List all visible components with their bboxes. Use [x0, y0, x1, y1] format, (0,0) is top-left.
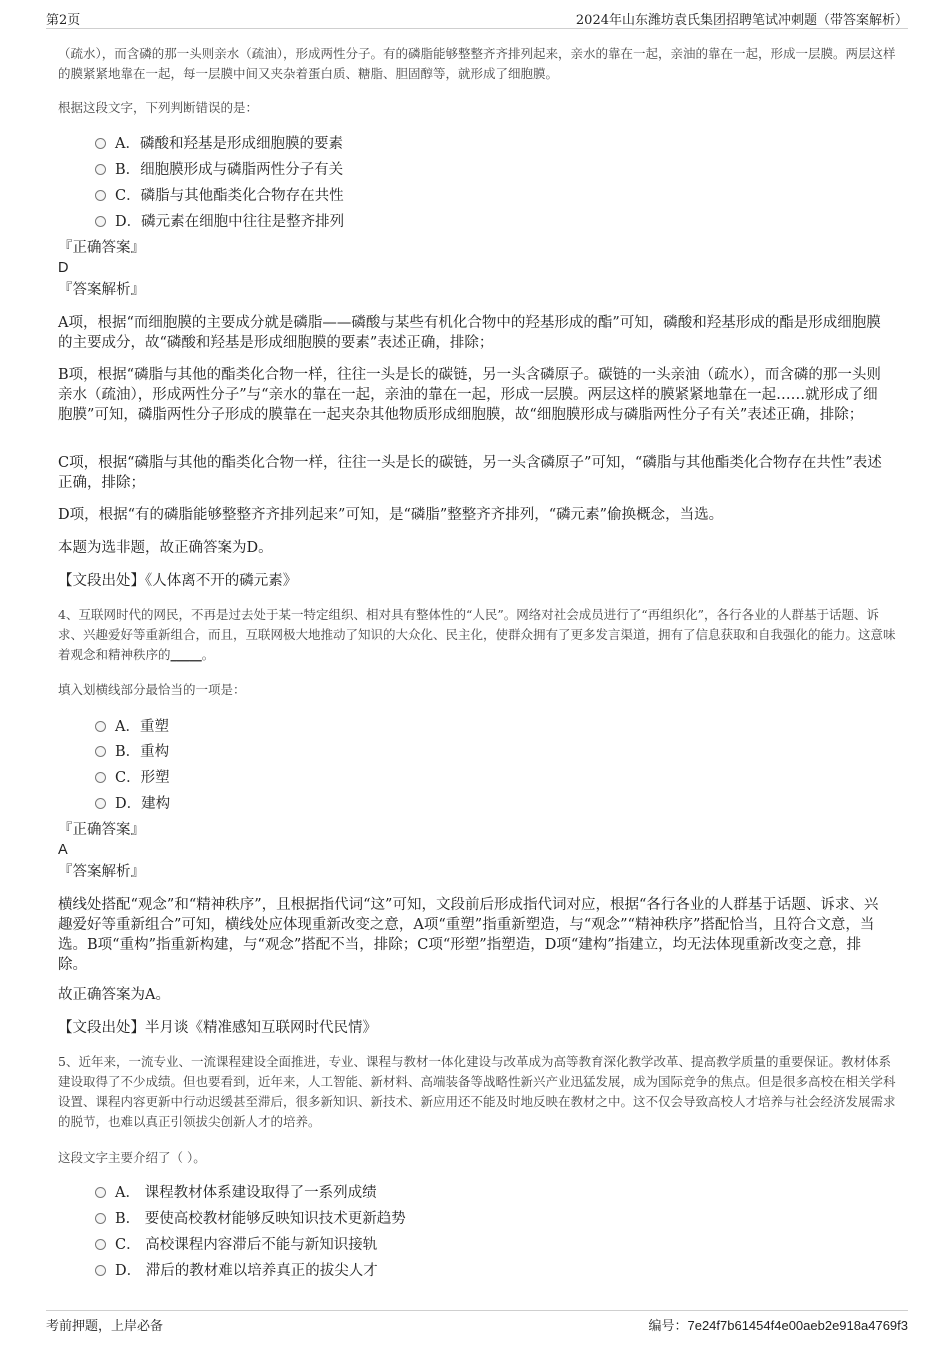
q4-analysis-label: 『答案解析』	[58, 864, 145, 880]
radio-icon[interactable]	[95, 772, 106, 783]
q3-option-a[interactable]: A．磷酸和羟基是形成细胞膜的要素	[95, 134, 343, 154]
q4-option-c[interactable]: C．形塑	[95, 768, 170, 788]
radio-icon[interactable]	[95, 216, 106, 227]
q3-option-c[interactable]: C．磷脂与其他酯类化合物存在共性	[95, 186, 344, 206]
radio-icon[interactable]	[95, 798, 106, 809]
q4-blank: _____	[170, 647, 202, 662]
page-header	[46, 6, 908, 29]
q5-passage: 5、近年来，一流专业、一流课程建设全面推进，专业、课程与教材一体化建设与改革成为高等教育深化教学改革、提高教学质量的重要保证。教材体系建设取得了不少成绩。但也要看到，近年来，人工智能、新材料、高端装备等战略性新兴产业迅猛发展，成为国际竞争的焦点。但是很多高校在相关学科设置、课程内容更新中行动迟缓甚至滞后，很多新知识、新技术、新应用还不能及时地反映在教材之中。这不仅会导致高校人才培养与社会经济发展需求的脱节，也难以真正引领拔尖创新人才的培养。	[58, 1054, 896, 1129]
q5-option-b[interactable]: B． 要使高校教材能够反映知识技术更新趋势	[95, 1209, 406, 1229]
radio-icon[interactable]	[95, 746, 106, 757]
q3-analysis-b: B项，根据“磷脂与其他的酯类化合物一样，往往一头是长的碳链，另一头含磷原子。碳链的一头亲油（疏水），而含磷的那一头则亲水（疏油），形成两性分子”与“亲水的靠在一起，亲油的靠在一起，形成一层膜。两层这样的膜紧紧地靠在一起……就形成了细胞膜”可知，磷脂两性分子形成的膜靠在一起夹杂其他物质形成细胞膜，故“细胞膜形成与磷脂两性分子有关”表述正确，排除；	[58, 367, 881, 423]
q4-option-d[interactable]: D．建构	[95, 794, 170, 814]
q4-conclusion: 故正确答案为A。	[58, 987, 170, 1003]
q4-source: 【文段出处】半月谈《精准感知互联网时代民情》	[58, 1020, 377, 1036]
q5-option-a[interactable]: A． 课程教材体系建设取得了一系列成绩	[95, 1183, 377, 1203]
q3-conclusion: 本题为选非题，故正确答案为D。	[58, 540, 273, 556]
radio-icon[interactable]	[95, 190, 106, 201]
q3-analysis-label: 『答案解析』	[58, 282, 145, 298]
q3-analysis-a: A项，根据“而细胞膜的主要成分就是磷脂——磷酸与某些有机化合物中的羟基形成的酯”可知，磷酸和羟基形成的酯是形成细胞膜的主要成分，故“磷酸和羟基是形成细胞膜的要素”表述正确，排除；	[58, 315, 881, 351]
q3-option-d[interactable]: D．磷元素在细胞中往往是整齐排列	[95, 212, 344, 232]
q3-analysis-d: D项，根据“有的磷脂能够整整齐齐排列起来”可知，是“磷脂”整整齐齐排列，“磷元素”偷换概念，当选。	[58, 507, 724, 523]
q3-prompt: 根据这段文字，下列判断错误的是：	[58, 100, 259, 115]
q4-option-b[interactable]: B．重构	[95, 742, 169, 762]
q3-answer: D	[58, 260, 69, 276]
q4-analysis: 横线处搭配“观念”和“精神秩序”，且根据指代词“这”可知，文段前后形成指代词对应，根据“各行各业的人群基于话题、诉求、兴趣爱好等重新组合”可知，横线处应体现重新改变之意，A项“重塑”指重新塑造，与“观念”“精神秩序”搭配恰当，且符合文意，当选。B项“重构”指重新构建，与“观念”搭配不当，排除；C项“形塑”指塑造，D项“建构”指建立，均无法体现重新改变之意，排除。	[58, 897, 879, 973]
radio-icon[interactable]	[95, 1187, 106, 1198]
q3-answer-label: 『正确答案』	[58, 240, 145, 256]
page-footer	[46, 1310, 908, 1339]
q3-source: 【文段出处】《人体离不开的磷元素》	[58, 573, 298, 589]
q3-passage-tail: （疏水），而含磷的那一头则亲水（疏油），形成两性分子。有的磷脂能够整整齐齐排列起来，亲水的靠在一起，亲油的靠在一起，形成一层膜。两层这样的膜紧紧地靠在一起，每一层膜中间又夹杂着蛋白质、糖脂、胆固醇等，就形成了细胞膜。	[58, 46, 896, 81]
q4-answer-label: 『正确答案』	[58, 822, 145, 838]
footer-slogan: 考前押题，上岸必备	[46, 1319, 164, 1334]
q5-option-d[interactable]: D． 滞后的教材难以培养真正的拔尖人才	[95, 1261, 378, 1281]
radio-icon[interactable]	[95, 164, 106, 175]
q5-prompt: 这段文字主要介绍了（ ）。	[58, 1150, 206, 1165]
document-code: 编号：7e24f7b61454f4e00aeb2e918a4769f3	[648, 1318, 908, 1334]
radio-icon[interactable]	[95, 1239, 106, 1250]
q4-prompt: 填入划横线部分最恰当的一项是：	[58, 682, 246, 697]
q4-answer: A	[58, 842, 68, 858]
q4-passage: 4、互联网时代的网民，不再是过去处于某一特定组织、相对具有整体性的“人民”。网络对社会成员进行了“再组织化”，各行各业的人群基于话题、诉求、兴趣爱好等重新组合，而且，互联网极大地推动了知识的大众化、民主化，使群众拥有了更多发言渠道，拥有了信息获取和自我强化的能力。这意味着观念和精神秩序的_____。	[58, 607, 896, 662]
radio-icon[interactable]	[95, 721, 106, 732]
q5-option-c[interactable]: C． 高校课程内容滞后不能与新知识接轨	[95, 1235, 377, 1255]
q4-option-a[interactable]: A．重塑	[95, 717, 169, 737]
radio-icon[interactable]	[95, 1265, 106, 1276]
page-number: 第2页	[46, 13, 81, 28]
radio-icon[interactable]	[95, 1213, 106, 1224]
q3-analysis-c: C项，根据“磷脂与其他的酯类化合物一样，往往一头是长的碳链，另一头含磷原子”可知，“磷脂与其他酯类化合物存在共性”表述正确，排除；	[58, 455, 882, 491]
q3-option-b[interactable]: B．细胞膜形成与磷脂两性分子有关	[95, 160, 343, 180]
document-title: 2024年山东潍坊袁氏集团招聘笔试冲刺题（带答案解析）	[575, 13, 908, 28]
radio-icon[interactable]	[95, 138, 106, 149]
